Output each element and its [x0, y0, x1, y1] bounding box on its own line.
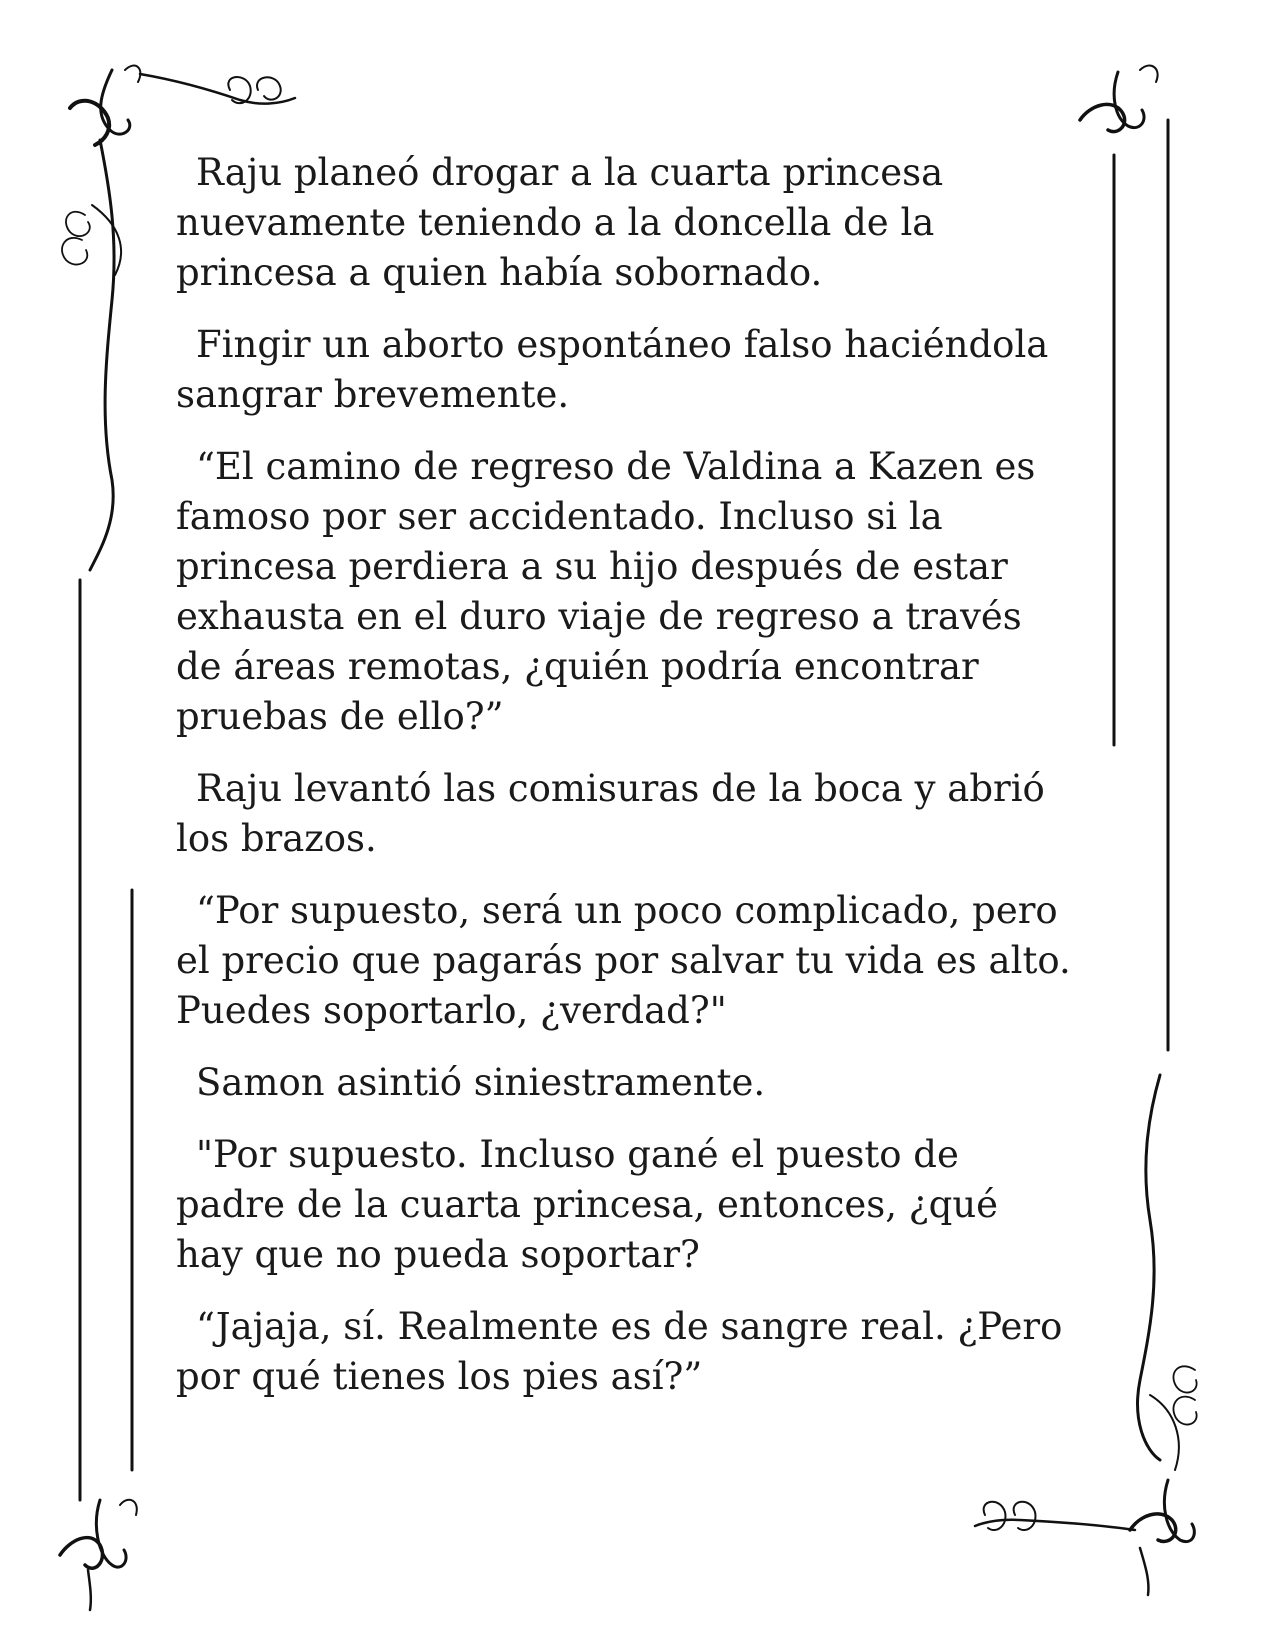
paragraph: Samon asintió siniestramente. [196, 1061, 766, 1104]
chapter-text [176, 148, 1076, 1424]
paragraph: “El camino de regreso de Valdina a Kazen es famoso por ser accidentado. Incluso si la princesa perdiera a su hijo después de estar exhausta en el duro viaje de regreso a través de áreas remotas, ¿quién podría encontrar pruebas de ello?” [176, 445, 1036, 738]
paragraph: “Por supuesto, será un poco complicado, pero el precio que pagarás por salvar tu vida es alto. Puedes soportarlo, ¿verdad?" [176, 889, 1071, 1032]
paragraph: "Por supuesto. Incluso gané el puesto de padre de la cuarta princesa, entonces, ¿qué hay que no pueda soportar? [176, 1133, 999, 1276]
paragraph: Raju levantó las comisuras de la boca y abrió los brazos. [176, 767, 1045, 860]
paragraph: Fingir un aborto espontáneo falso haciéndola sangrar brevemente. [176, 323, 1049, 416]
paragraph: “Jajaja, sí. Realmente es de sangre real. ¿Pero por qué tienes los pies así?” [176, 1305, 1063, 1398]
bottom-left-flourish [60, 1500, 137, 1610]
top-right-flourish [1080, 66, 1158, 132]
paragraph: Raju planeó drogar a la cuarta princesa nuevamente teniendo a la doncella de la princesa a quien había sobornado. [176, 151, 944, 294]
